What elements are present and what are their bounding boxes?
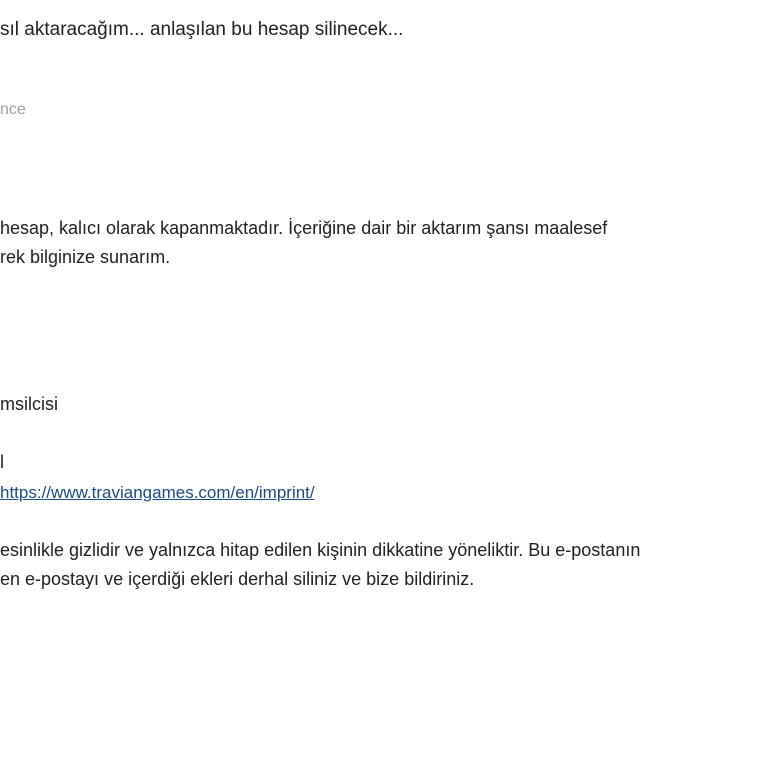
disclaimer-line-2: en e-postayı ve içerdiği ekleri derhal siliniz ve bize bildiriniz.	[0, 569, 475, 589]
email-body-line-2: rek bilginize sunarım.	[0, 247, 171, 267]
sender-name-fragment[interactable]: nce	[0, 101, 26, 118]
signature-fragment: l	[0, 452, 4, 472]
imprint-link[interactable]: https://www.traviangames.com/en/imprint/	[0, 483, 315, 502]
signature-role: msilcisi	[0, 394, 58, 414]
imprint-line	[0, 480, 315, 505]
email-body-line-1: hesap, kalıcı olarak kapanmaktadır. İçeriğine dair bir aktarım şansı maalesef	[0, 218, 608, 238]
disclaimer-line-1: esinlikle gizlidir ve yalnızca hitap edilen kişinin dikkatine yöneliktir. Bu e-postanın	[0, 540, 641, 560]
email-subject: sıl aktaracağım... anlaşılan bu hesap silinecek...	[0, 19, 404, 40]
